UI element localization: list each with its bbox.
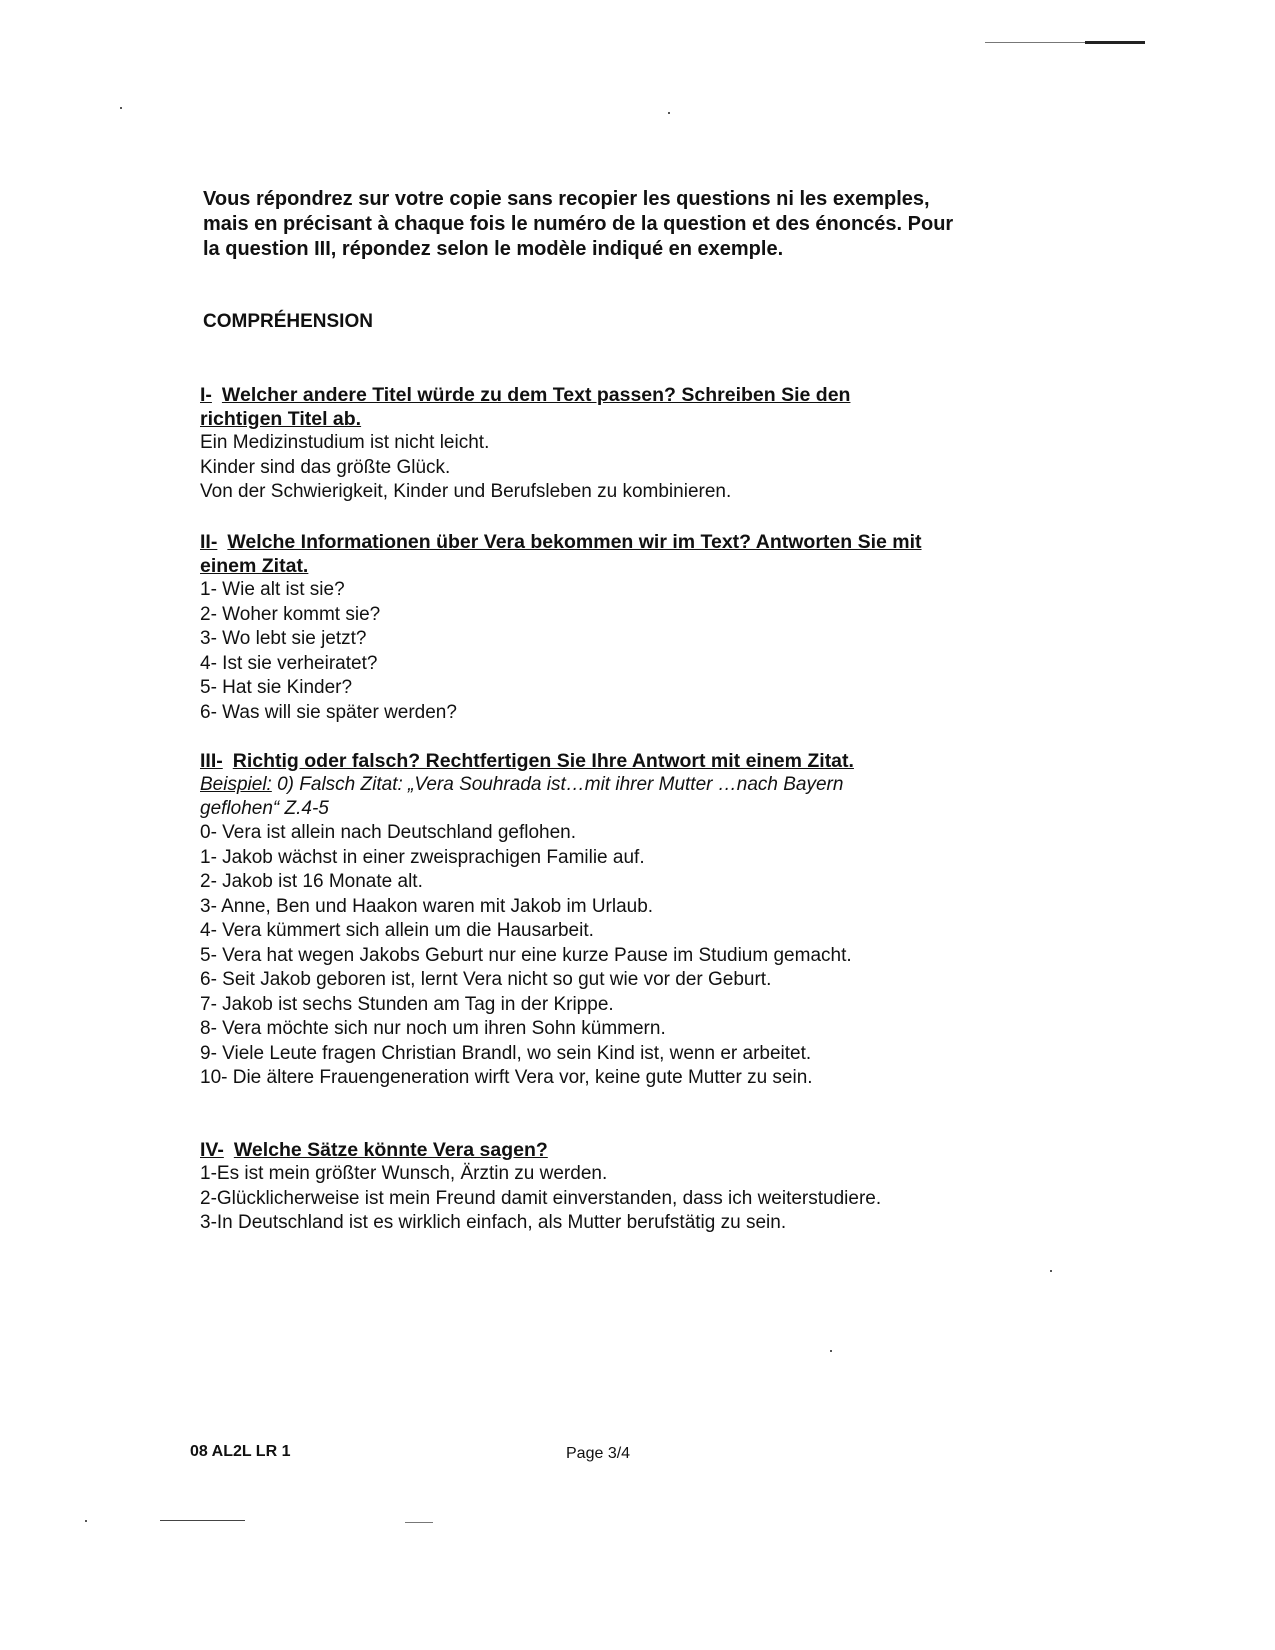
statement-item: 2- Jakob ist 16 Monate alt.	[200, 871, 423, 892]
question-heading-text: Welche Sätze könnte Vera sagen?	[233, 1139, 548, 1161]
question-number: III-	[200, 750, 223, 772]
scan-artifact-dot	[830, 1350, 832, 1352]
question-item: 5- Hat sie Kinder?	[200, 677, 353, 698]
question-heading-text: Richtig oder falsch? Rechtfertigen Sie Ihre Antwort mit einem Zitat.	[232, 750, 854, 772]
scan-artifact-bottom-line	[160, 1520, 245, 1521]
statement-item: 10- Die ältere Frauengeneration wirft Vera vor, keine gute Mutter zu sein.	[200, 1067, 813, 1088]
question-heading-text: Welcher andere Titel würde zu dem Text passen? Schreiben Sie den	[221, 384, 851, 406]
question-3	[200, 749, 1030, 1091]
instructions-line: mais en précisant à chaque fois le numéro de la question et des énoncés. Pour	[203, 213, 954, 235]
question-item: 2- Woher kommt sie?	[200, 603, 381, 625]
scan-artifact-top-line-thick	[1085, 41, 1145, 44]
question-number: IV-	[200, 1139, 224, 1161]
question-item: 1- Wie alt ist sie?	[200, 579, 345, 600]
question-number: I-	[200, 384, 212, 406]
example-label: Beispiel:	[200, 774, 272, 795]
statement-item: 3- Anne, Ben und Haakon waren mit Jakob im Urlaub.	[200, 895, 654, 917]
question-1	[200, 383, 1030, 505]
title-option: Kinder sind das größte Glück.	[200, 456, 451, 478]
question-item: 4- Ist sie verheiratet?	[200, 652, 378, 674]
title-option: Ein Medizinstudium ist nicht leicht.	[200, 432, 490, 453]
question-2-heading	[200, 530, 1030, 554]
statement-item: 0- Vera ist allein nach Deutschland geflohen.	[200, 822, 577, 843]
instructions-line: Vous répondrez sur votre copie sans recopier les questions ni les exemples,	[203, 188, 930, 210]
question-item: 6- Was will sie später werden?	[200, 701, 457, 723]
question-number: II-	[200, 531, 218, 553]
statement-item: 4- Vera kümmert sich allein um die Hausarbeit.	[200, 920, 594, 941]
section-title: COMPRÉHENSION	[203, 311, 373, 332]
statement-item: 6- Seit Jakob geboren ist, lernt Vera nicht so gut wie vor der Geburt.	[200, 969, 772, 990]
scan-artifact-dot	[1050, 1270, 1052, 1272]
sentence-item: 3-In Deutschland ist es wirklich einfach, als Mutter berufstätig zu sein.	[200, 1212, 787, 1233]
footer-exam-code: 08 AL2L LR 1	[190, 1443, 291, 1460]
scan-artifact-dot	[120, 107, 122, 109]
statement-item: 1- Jakob wächst in einer zweisprachigen Familie auf.	[200, 846, 645, 868]
scan-artifact-dot	[85, 1520, 87, 1522]
scan-artifact-bottom-line-2	[405, 1522, 433, 1523]
statement-item: 8- Vera möchte sich nur noch um ihren Sohn kümmern.	[200, 1018, 666, 1039]
title-option: Von der Schwierigkeit, Kinder und Berufsleben zu kombinieren.	[200, 481, 732, 502]
example-cont: geflohen“ Z.4-5	[200, 798, 329, 819]
statement-item: 9- Viele Leute fragen Christian Brandl, wo sein Kind ist, wenn er arbeitet.	[200, 1042, 812, 1064]
question-3-heading	[200, 749, 1030, 773]
scan-artifact-dot	[668, 112, 670, 114]
sentence-item: 2-Glücklicherweise ist mein Freund damit einverstanden, dass ich weiterstudiere.	[200, 1187, 882, 1209]
question-heading-text: Welche Informationen über Vera bekommen wir im Text? Antworten Sie mit	[227, 531, 922, 553]
question-2-heading-cont: einem Zitat.	[200, 555, 309, 577]
question-1-heading-cont: richtigen Titel ab.	[200, 408, 362, 430]
footer-page-number: Page 3/4	[566, 1445, 631, 1462]
scan-artifact-top-line	[985, 42, 1085, 43]
example	[200, 773, 1030, 797]
instructions	[203, 187, 1033, 262]
instructions-line: la question III, répondez selon le modèle indiqué en exemple.	[203, 238, 784, 260]
statement-item: 5- Vera hat wegen Jakobs Geburt nur eine kurze Pause im Studium gemacht.	[200, 944, 852, 966]
question-4	[200, 1138, 1030, 1236]
question-4-heading	[200, 1138, 1030, 1162]
sentence-item: 1-Es ist mein größter Wunsch, Ärztin zu werden.	[200, 1163, 608, 1184]
example-text: 0) Falsch Zitat: „Vera Souhrada ist…mit ihrer Mutter …nach Bayern	[271, 774, 844, 795]
statement-item: 7- Jakob ist sechs Stunden am Tag in der Krippe.	[200, 993, 614, 1015]
question-2	[200, 530, 1030, 725]
question-1-heading	[200, 383, 1030, 407]
question-item: 3- Wo lebt sie jetzt?	[200, 628, 367, 649]
